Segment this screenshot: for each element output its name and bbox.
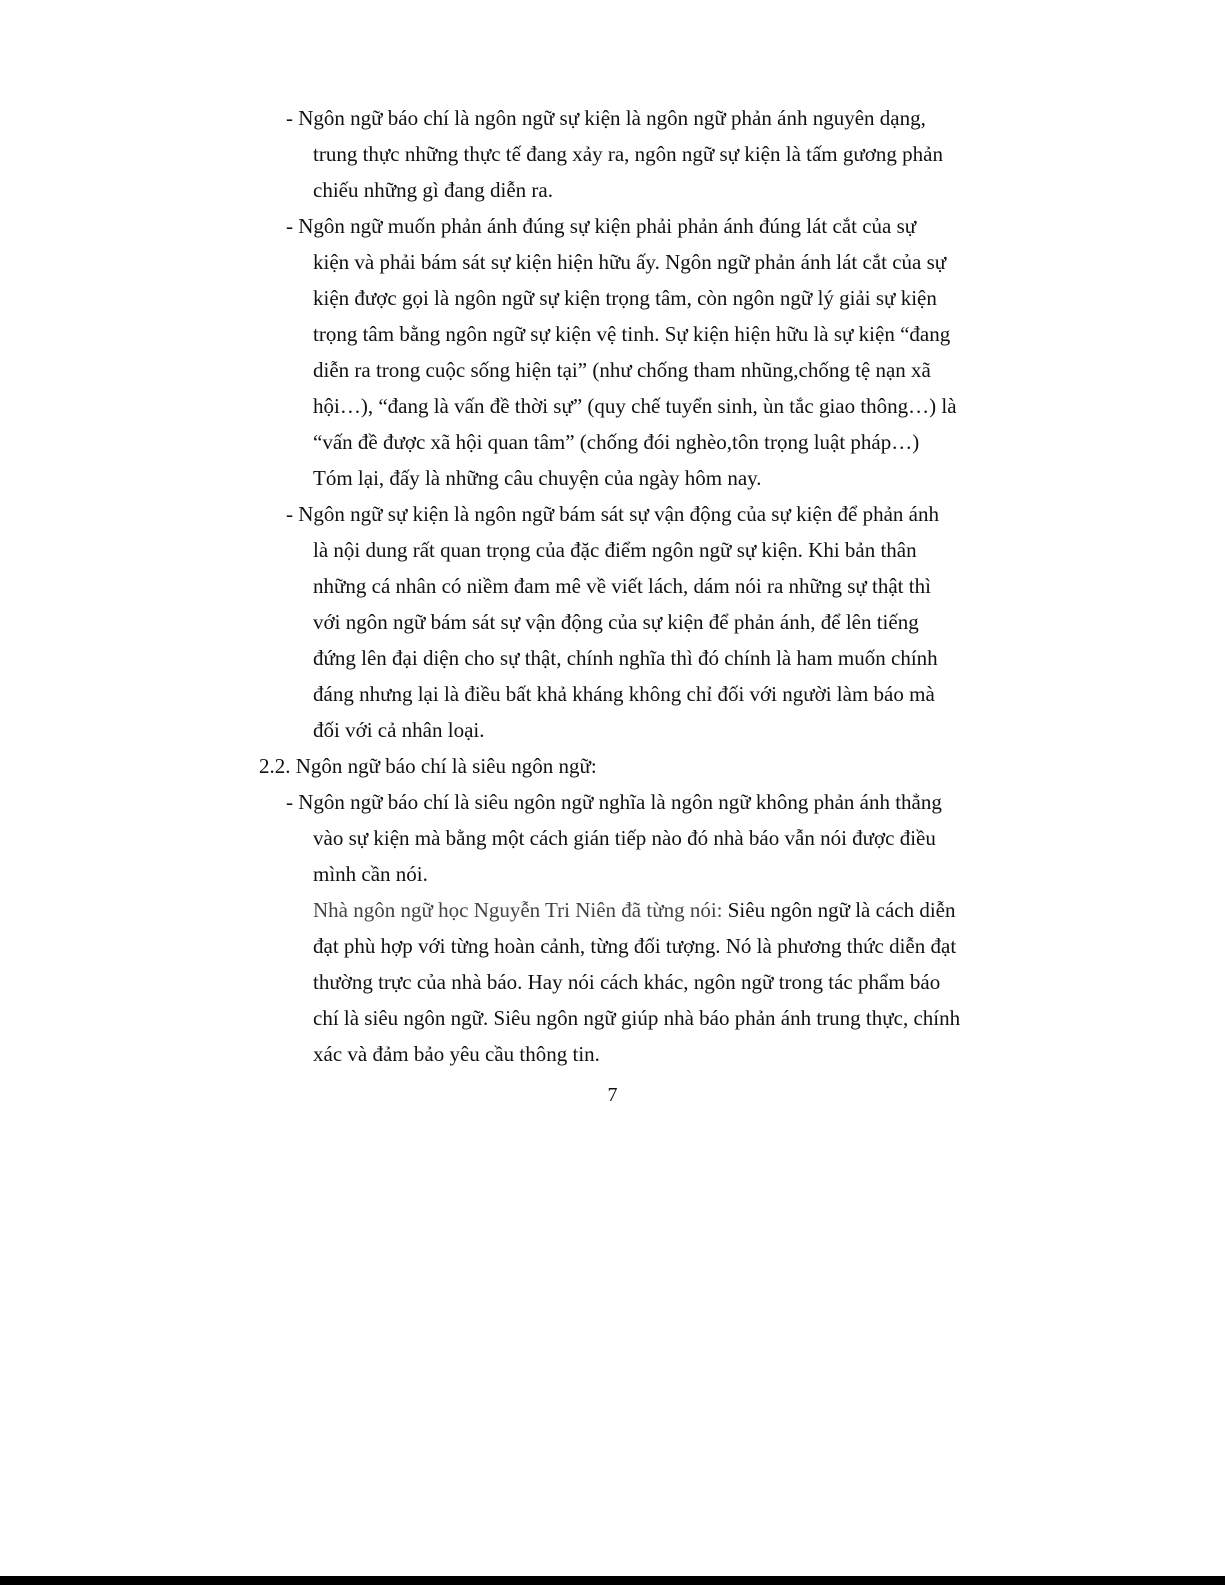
paragraph-line: là nội dung rất quan trọng của đặc điểm ngôn ngữ sự kiện. Khi bản thân [313, 538, 917, 562]
paragraph-line: kiện và phải bám sát sự kiện hiện hữu ấy. Ngôn ngữ phản ánh lát cắt của sự [313, 250, 947, 274]
paragraph-line: - Ngôn ngữ muốn phản ánh đúng sự kiện phải phản ánh đúng lát cắt của sự [286, 214, 917, 238]
paragraph-line: diễn ra trong cuộc sống hiện tại” (như chống tham nhũng,chống tệ nạn xã [313, 358, 931, 382]
paragraph-line: thường trực của nhà báo. Hay nói cách khác, ngôn ngữ trong tác phẩm báo [313, 970, 941, 994]
paragraph-line: đạt phù hợp với từng hoàn cảnh, từng đối tượng. Nó là phương thức diễn đạt [313, 934, 957, 958]
paragraph-line: mình cần nói. [313, 862, 428, 886]
paragraph-line: Tóm lại, đấy là những câu chuyện của ngày hôm nay. [313, 466, 762, 490]
paragraph-line: đứng lên đại diện cho sự thật, chính nghĩa thì đó chính là ham muốn chính [313, 646, 938, 670]
paragraph-line: “vấn đề được xã hội quan tâm” (chống đói nghèo,tôn trọng luật pháp…) [313, 430, 920, 454]
quote-first-line [313, 892, 956, 928]
paragraph-line: vào sự kiện mà bằng một cách gián tiếp nào đó nhà báo vẫn nói được điều [313, 826, 936, 850]
paragraph-line: - Ngôn ngữ sự kiện là ngôn ngữ bám sát sự vận động của sự kiện để phản ánh [286, 502, 939, 526]
paragraph-line: chiếu những gì đang diễn ra. [313, 178, 553, 202]
quote-text-start: Siêu ngôn ngữ là cách diễn [722, 898, 956, 922]
paragraph-line: kiện được gọi là ngôn ngữ sự kiện trọng tâm, còn ngôn ngữ lý giải sự kiện [313, 286, 937, 310]
paragraph-line: - Ngôn ngữ báo chí là ngôn ngữ sự kiện là ngôn ngữ phản ánh nguyên dạng, [286, 106, 926, 130]
paragraph-line: chí là siêu ngôn ngữ. Siêu ngôn ngữ giúp nhà báo phản ánh trung thực, chính [313, 1006, 961, 1030]
paragraph-line: trọng tâm bằng ngôn ngữ sự kiện vệ tinh. Sự kiện hiện hữu là sự kiện “đang [313, 322, 951, 346]
paragraph-line: đáng nhưng lại là điều bất khả kháng không chỉ đối với người làm báo mà [313, 682, 935, 706]
paragraph-line: trung thực những thực tế đang xảy ra, ngôn ngữ sự kiện là tấm gương phản [313, 142, 943, 166]
paragraph-line: - Ngôn ngữ báo chí là siêu ngôn ngữ nghĩa là ngôn ngữ không phản ánh thẳng [286, 790, 942, 814]
bottom-border [0, 1576, 1225, 1585]
quote-attribution: Nhà ngôn ngữ học Nguyễn Tri Niên đã từng nói: [313, 898, 723, 922]
paragraph-line: những cá nhân có niềm đam mê về viết lách, dám nói ra những sự thật thì [313, 574, 931, 598]
paragraph-line: xác và đảm bảo yêu cầu thông tin. [313, 1042, 600, 1066]
paragraph-line: đối với cả nhân loại. [313, 718, 485, 742]
paragraph-line: với ngôn ngữ bám sát sự vận động của sự kiện để phản ánh, để lên tiếng [313, 610, 919, 634]
section-heading: 2.2. Ngôn ngữ báo chí là siêu ngôn ngữ: [259, 754, 597, 778]
paragraph-line: hội…), “đang là vấn đề thời sự” (quy chế tuyển sinh, ùn tắc giao thông…) là [313, 394, 957, 418]
page-number: 7 [607, 1084, 618, 1106]
